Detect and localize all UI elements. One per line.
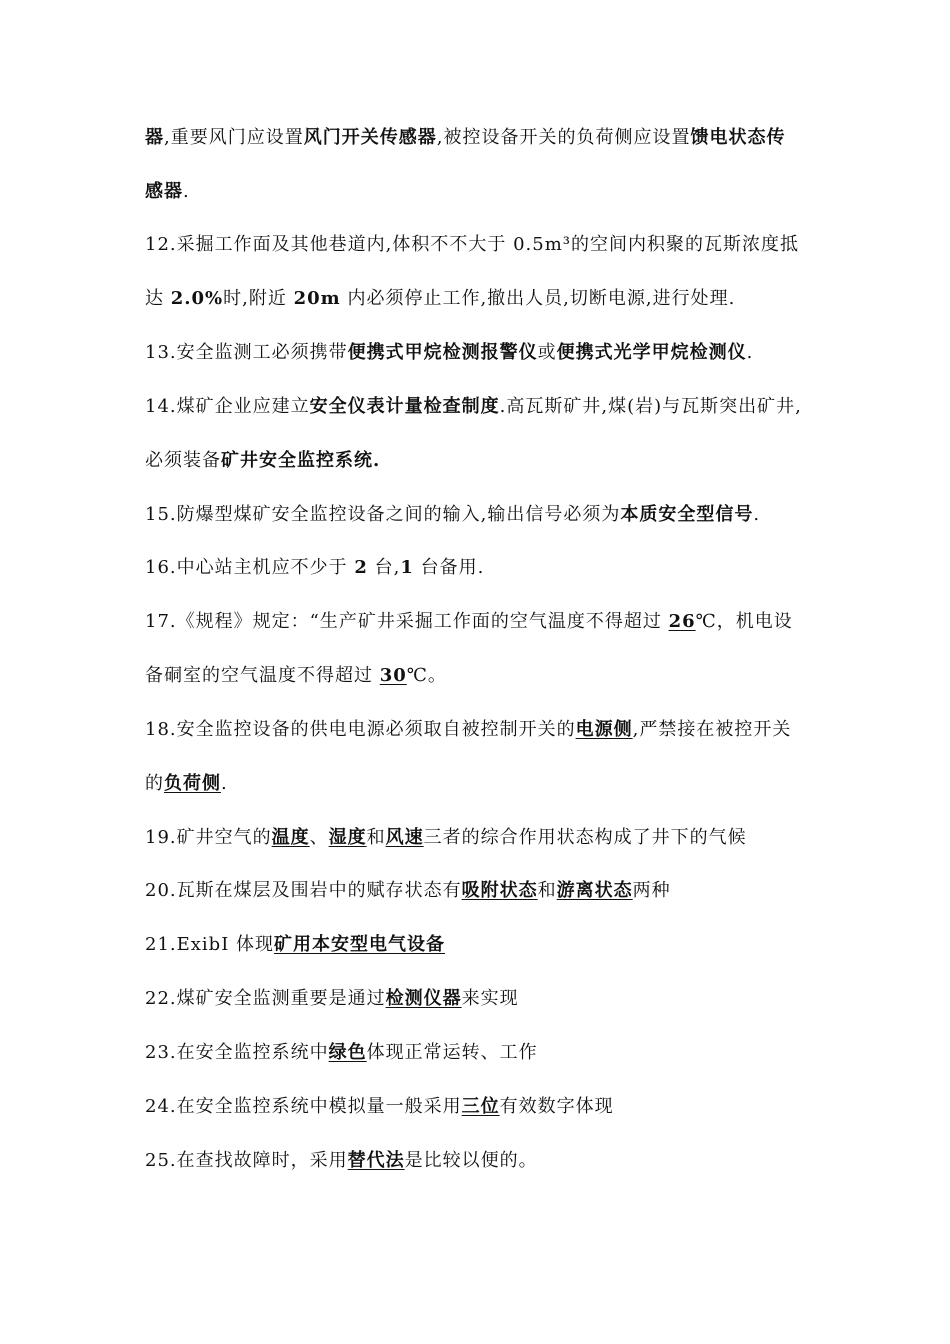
text-segment: 来实现 xyxy=(461,988,519,1009)
key-term-text: 器 xyxy=(145,127,164,148)
key-term-text: 20m xyxy=(293,288,341,309)
text-segment: 25.在查找故障时，采用 xyxy=(145,1150,348,1171)
text-segment: ,严禁接在被控开关 xyxy=(632,719,792,740)
answer-underlined-text: 三位 xyxy=(461,1096,500,1117)
text-line xyxy=(145,286,735,312)
text-segment: ℃，机电设 xyxy=(695,611,793,632)
key-term-text: 2.0% xyxy=(170,288,224,309)
text-line xyxy=(145,663,447,689)
key-term-text: 2 xyxy=(354,557,368,578)
answer-underlined-text: 替代法 xyxy=(347,1150,405,1171)
text-segment: ,被控设备开关的负荷侧应设置 xyxy=(436,127,691,148)
answer-underlined-text: 绿色 xyxy=(328,1042,367,1063)
key-term-text: 馈电状态传 xyxy=(690,127,786,148)
text-line xyxy=(145,717,791,743)
text-segment: 19.矿井空气的 xyxy=(145,827,272,848)
text-segment: 18.安全监控设备的供电电源必须取自被控制开关的 xyxy=(145,719,576,740)
key-term-text: 便携式甲烷检测报警仪 xyxy=(347,342,538,363)
text-segment: 有效数字体现 xyxy=(499,1096,614,1117)
answer-underlined-text: 检测仪器 xyxy=(385,988,462,1009)
text-segment: . xyxy=(183,181,190,202)
answer-underlined-text: 矿用本安型电气设备 xyxy=(274,934,446,955)
text-line xyxy=(145,125,785,151)
text-line xyxy=(145,771,228,797)
text-line xyxy=(145,232,799,258)
text-segment: 的 xyxy=(145,773,164,794)
text-segment: 24.在安全监控系统中模拟量一般采用 xyxy=(145,1096,462,1117)
text-segment: 达 xyxy=(145,288,171,309)
text-segment: 21.ExibI 体现 xyxy=(145,934,275,955)
text-segment: 23.在安全监控系统中 xyxy=(145,1042,329,1063)
text-segment: 时,附近 xyxy=(223,288,294,309)
text-segment: .高瓦斯矿井,煤(岩)与瓦斯突出矿井, xyxy=(499,396,802,417)
text-segment: 体现正常运转、工作 xyxy=(366,1042,538,1063)
answer-underlined-text: 湿度 xyxy=(328,827,367,848)
text-segment: 16.中心站主机应不少于 xyxy=(145,557,355,578)
answer-underlined-text: 游离状态 xyxy=(556,880,633,901)
text-segment: 三者的综合作用状态构成了井下的气候 xyxy=(423,827,747,848)
text-segment: 、 xyxy=(309,827,329,848)
text-segment: 20.瓦斯在煤层及围岩中的赋存状态有 xyxy=(145,880,462,901)
text-segment: 17.《规程》规定：“生产矿井采掘工作面的空气温度不得超过 xyxy=(145,611,669,632)
text-line xyxy=(145,825,747,851)
key-term-text: 1 xyxy=(400,557,414,578)
text-line xyxy=(145,986,519,1012)
text-segment: 22.煤矿安全监测重要是通过 xyxy=(145,988,386,1009)
text-segment: 两种 xyxy=(632,880,671,901)
text-line xyxy=(145,878,671,904)
text-line xyxy=(145,555,484,581)
text-segment: . xyxy=(746,342,754,363)
text-segment: 和 xyxy=(366,827,386,848)
text-segment: 15.防爆型煤矿安全监控设备之间的输入,输出信号必须为 xyxy=(145,504,621,525)
text-segment: ℃。 xyxy=(406,665,447,686)
text-line xyxy=(145,1148,538,1174)
text-segment: 内必须停止工作,撤出人员,切断电源,进行处理. xyxy=(340,288,736,309)
answer-underlined-text: 26 xyxy=(668,611,696,632)
text-segment: 备硐室的空气温度不得超过 xyxy=(145,665,380,686)
text-segment: . xyxy=(221,773,228,794)
text-line xyxy=(145,394,802,420)
text-segment: 台备用. xyxy=(413,557,485,578)
text-line xyxy=(145,502,760,528)
key-term-text: 矿井安全监控系统. xyxy=(221,450,381,471)
text-line xyxy=(145,932,445,958)
answer-underlined-text: 30 xyxy=(379,665,407,686)
key-term-text: 安全仪表计量检查制度 xyxy=(309,396,500,417)
text-line xyxy=(145,609,793,635)
text-line xyxy=(145,1094,614,1120)
text-segment: 台, xyxy=(367,557,401,578)
answer-underlined-text: 吸附状态 xyxy=(461,880,538,901)
text-line xyxy=(145,448,380,474)
text-segment: 必须装备 xyxy=(145,450,221,471)
text-segment: 和 xyxy=(537,880,557,901)
key-term-text: 便携式光学甲烷检测仪 xyxy=(556,342,747,363)
answer-underlined-text: 电源侧 xyxy=(575,719,633,740)
text-segment: 或 xyxy=(537,342,557,363)
text-line xyxy=(145,1040,538,1066)
answer-underlined-text: 风速 xyxy=(385,827,424,848)
text-segment: 13.安全监测工必须携带 xyxy=(145,342,348,363)
text-segment: ,重要风门应设置 xyxy=(164,127,304,148)
answer-underlined-text: 温度 xyxy=(271,827,310,848)
key-term-text: 本质安全型信号 xyxy=(620,504,754,525)
text-line xyxy=(145,179,190,205)
text-segment: 是比较以便的。 xyxy=(404,1150,538,1171)
answer-underlined-text: 负荷侧 xyxy=(164,773,221,794)
key-term-text: 感器 xyxy=(145,181,183,202)
text-segment: 14.煤矿企业应建立 xyxy=(145,396,310,417)
key-term-text: 风门开关传感器 xyxy=(303,127,437,148)
text-segment: 12.采掘工作面及其他巷道内,体积不不大于 0.5m³的空间内积聚的瓦斯浓度抵 xyxy=(145,234,799,255)
text-segment: . xyxy=(753,504,761,525)
text-line xyxy=(145,340,753,366)
